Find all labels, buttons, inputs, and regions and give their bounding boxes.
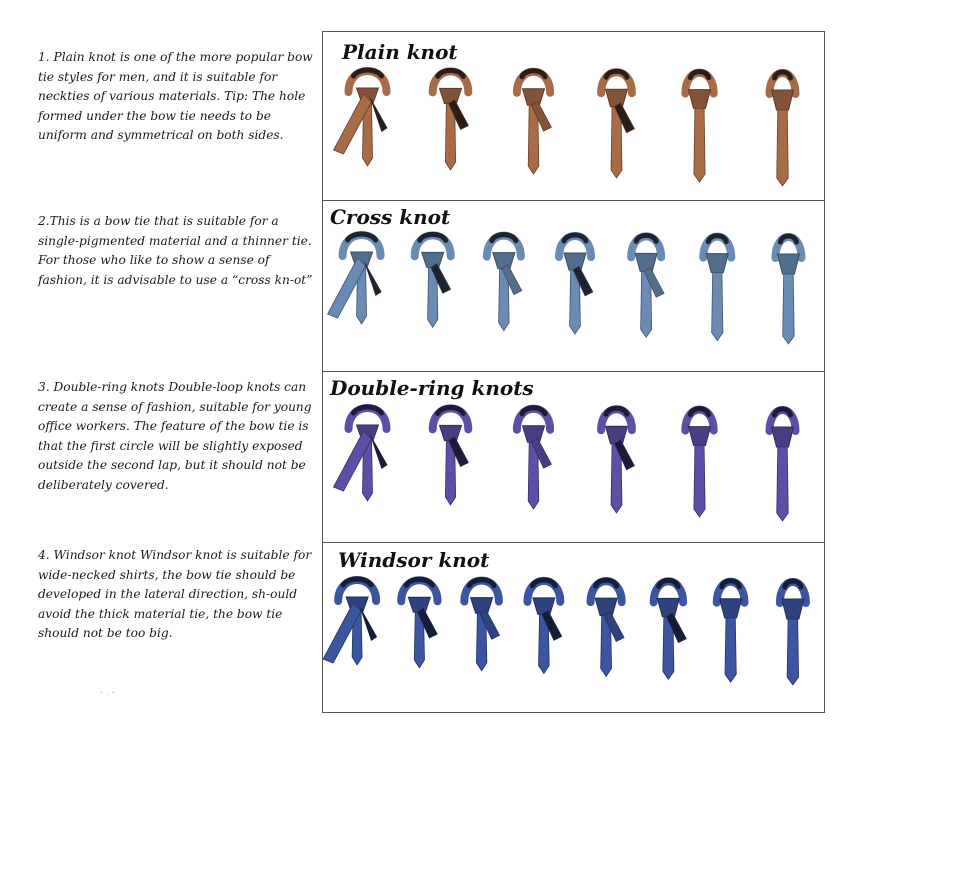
tie-step-4-icon: [559, 235, 593, 334]
tie-step-5-icon: [591, 580, 625, 676]
stray-mark: - . -: [100, 688, 115, 698]
tie-step-2-icon: [401, 579, 437, 668]
tie-step-5-icon: [685, 72, 713, 182]
plain-knot-description: 1. Plain knot is one of the more popular bow tie styles for men, and it is suitable for neckties of various materials. Tip: The hole formed under the bow tie needs to be uniform and symmetrical on both sides.: [38, 50, 313, 143]
tie-step-5-icon: [631, 235, 664, 337]
double-ring-knot-title: Double-ring knots: [330, 376, 534, 400]
double-ring-knot-description: 3. Double-ring knots Double-loop knots can create a sense of fashion, suitable for young office workers. The feature of the bow tie is that the first circle will be slightly exposed outside the second lap, but it should not be deliberately covered.: [38, 380, 312, 492]
tie-step-5-icon: [685, 409, 713, 517]
panel-divider: [322, 371, 825, 372]
tie-step-6-icon: [770, 72, 796, 186]
double-ring-knot-steps: [324, 397, 822, 527]
tie-step-1-icon: [334, 407, 388, 501]
windsor-knot-steps: [324, 569, 822, 691]
tie-step-3-icon: [517, 408, 552, 509]
plain-knot-title: Plain knot: [342, 40, 458, 64]
tie-step-6-icon: [703, 236, 731, 341]
plain-knot-steps: [324, 60, 822, 192]
tie-step-6-icon: [770, 409, 796, 521]
tie-step-4-icon: [601, 408, 634, 513]
tie-step-2-icon: [433, 70, 469, 170]
tie-step-4-icon: [527, 580, 561, 674]
tie-step-2-icon: [415, 234, 451, 327]
tie-step-7-icon: [775, 236, 801, 344]
tie-step-1-icon: [323, 579, 377, 665]
tie-step-2-icon: [433, 407, 469, 505]
tie-step-3-icon: [487, 235, 522, 331]
tie-step-4-icon: [601, 71, 634, 178]
tie-step-8-icon: [780, 581, 806, 685]
windsor-knot-title: Windsor knot: [338, 548, 490, 572]
tie-step-3-icon: [464, 580, 499, 671]
panel-divider: [322, 200, 825, 201]
tie-step-6-icon: [654, 580, 687, 679]
tie-step-3-icon: [517, 71, 552, 174]
tie-step-1-icon: [334, 70, 388, 166]
windsor-knot-description: 4. Windsor knot Windsor knot is suitable for wide-necked shirts, the bow tie should be developed in the lateral direction, sh-ould avoid the thick material tie, the bow tie should not be too big.: [38, 548, 312, 641]
cross-knot-title: Cross knot: [330, 205, 451, 229]
panel-divider: [322, 542, 825, 543]
tie-step-7-icon: [717, 581, 745, 682]
tie-step-1-icon: [328, 234, 382, 324]
cross-knot-steps: [324, 224, 822, 350]
cross-knot-description: 2.This is a bow tie that is suitable for a single-pigmented material and a thinner tie. For those who like to show a sense of fashion, it is advisable to use a “cross kn-ot”: [38, 214, 313, 287]
